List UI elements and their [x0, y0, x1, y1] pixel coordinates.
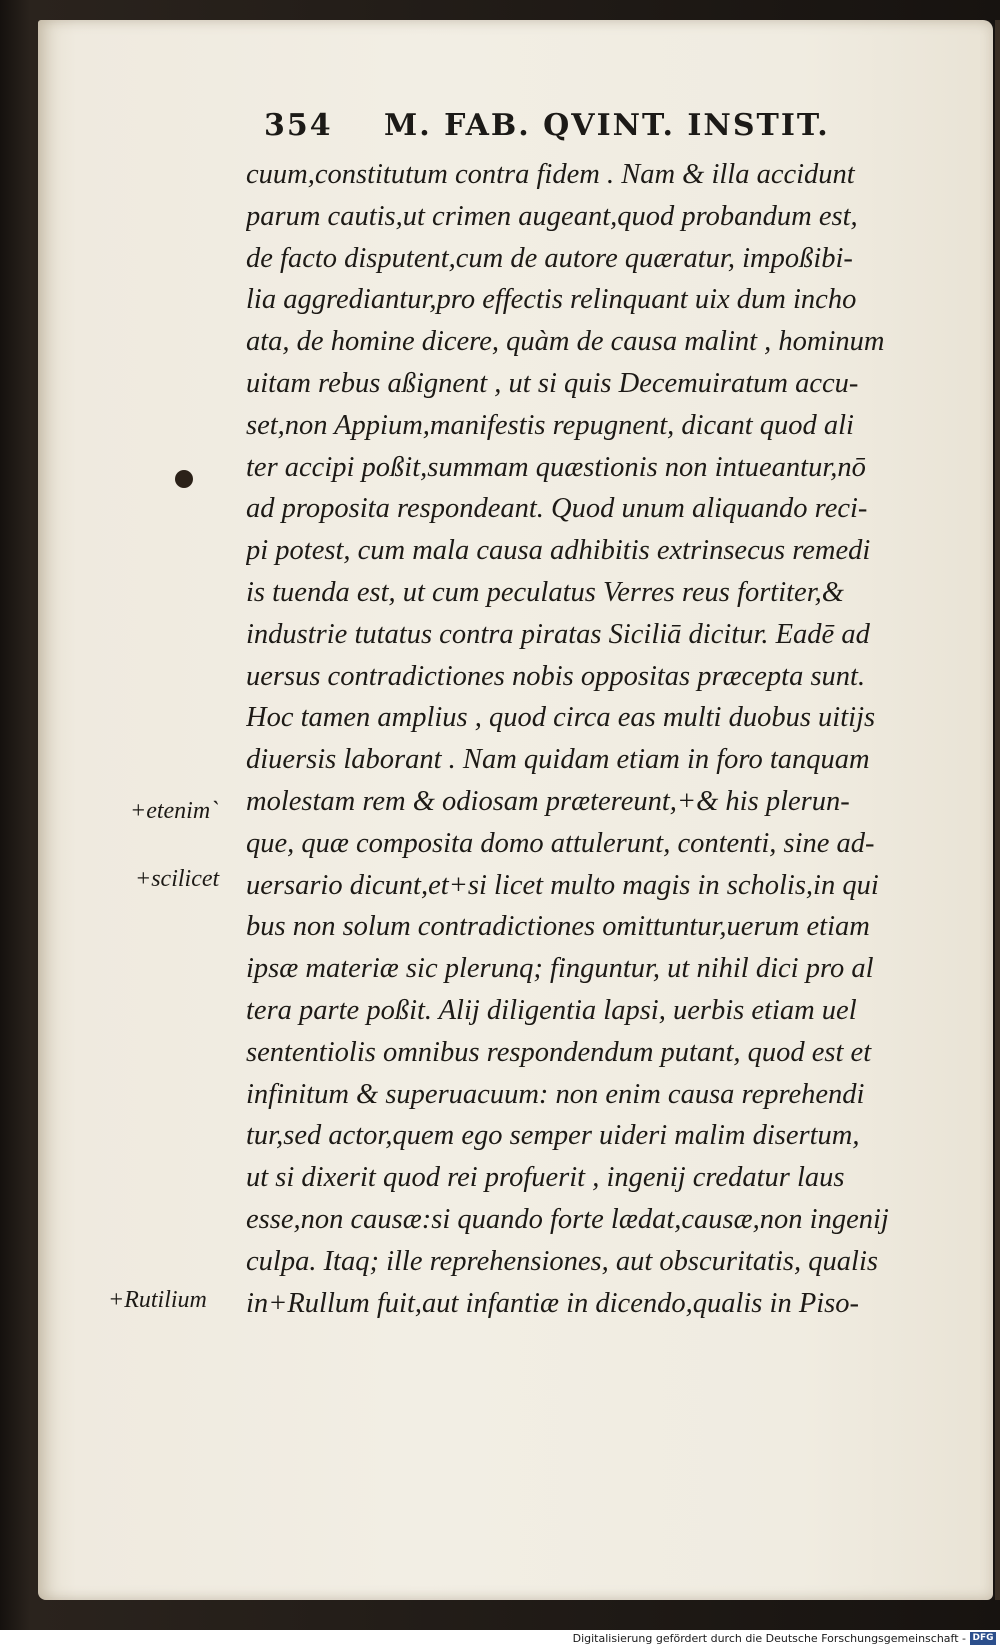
- text-line: ut si dixerit quod rei profuerit , ingenij credatur laus: [246, 1162, 845, 1194]
- text-line: infinitum & superuacuum: non enim causa reprehendi: [246, 1078, 865, 1110]
- page-number: 354: [264, 108, 333, 143]
- text-line: ipsæ materiæ sic plerunq; finguntur, ut nihil dici pro al: [246, 953, 874, 985]
- text-line: parum cautis,ut crimen augeant,quod probandum est,: [246, 200, 858, 232]
- text-line: cuum,constitutum contra fidem . Nam & illa accidunt: [246, 159, 855, 190]
- page-header: [264, 108, 904, 148]
- text-line: pi potest, cum mala causa adhibitis extrinsecus remedi: [246, 535, 871, 567]
- ink-dot-mark: [175, 470, 193, 488]
- margin-note-etenim: +etenim`: [130, 798, 219, 824]
- text-line: industrie tutatus contra piratas Siciliā dicitur. Eadē ad: [246, 618, 870, 650]
- text-line: ata, de homine dicere, quàm de causa malint , hominum: [246, 326, 885, 358]
- text-line: que, quæ composita domo attulerunt, contenti, sine ad-: [246, 827, 875, 859]
- text-line: bus non solum contradictiones omittuntur,uerum etiam: [246, 911, 870, 943]
- margin-note-scilicet: +scilicet: [135, 866, 220, 892]
- text-line: sententiolis omnibus respondendum putant, quod est et: [246, 1036, 872, 1068]
- margin-note-rutilium: +Rutilium: [108, 1287, 207, 1313]
- text-line: de facto disputent,cum de autore quæratur, impoßibi-: [246, 242, 853, 274]
- text-line: culpa. Itaq; ille reprehensiones, aut obscuritatis, qualis: [246, 1245, 878, 1277]
- text-line: Hoc tamen amplius , quod circa eas multi duobus uitijs: [246, 702, 876, 734]
- text-line: uitam rebus aßignent , ut si quis Decemuiratum accu-: [246, 367, 859, 399]
- text-line: uersus contradictiones nobis oppositas præcepta sunt.: [246, 660, 866, 692]
- text-line: tera parte poßit. Alij diligentia lapsi, uerbis etiam uel: [246, 994, 857, 1026]
- text-line: esse,non causæ:si quando forte lædat,causæ,non ingenij: [246, 1203, 889, 1235]
- funding-credit: Digitalisierung gefördert durch die Deutsche Forschungsgemeinschaft -: [572, 1632, 966, 1645]
- text-line: diuersis laborant . Nam quidam etiam in foro tanquam: [246, 744, 870, 776]
- text-line: uersario dicunt,et+si licet multo magis in scholis,in qui: [246, 869, 879, 901]
- text-line: ter accipi poßit,summam quæstionis non intueantur,nō: [246, 451, 866, 483]
- body-text: [246, 154, 966, 1324]
- text-line: in+Rullum fuit,aut infantiæ in dicendo,qualis in Piso-: [246, 1287, 859, 1319]
- running-title: M. FAB. QVINT. INSTIT.: [384, 108, 830, 143]
- text-line: tur,sed actor,quem ego semper uideri malim disertum,: [246, 1120, 860, 1152]
- text-line: ad proposita respondeant. Quod unum aliquando reci-: [246, 493, 868, 525]
- page-edge: [995, 20, 1000, 1600]
- text-line: set,non Appium,manifestis repugnent, dicant quod ali: [246, 409, 854, 441]
- text-line: molestam rem & odiosam prætereunt,+& his plerun-: [246, 785, 850, 817]
- text-line: is tuenda est, ut cum peculatus Verres reus fortiter,&: [246, 576, 844, 608]
- text-line: lia aggrediantur,pro effectis relinquant uix dum incho: [246, 284, 857, 316]
- dfg-logo: DFG: [970, 1632, 996, 1645]
